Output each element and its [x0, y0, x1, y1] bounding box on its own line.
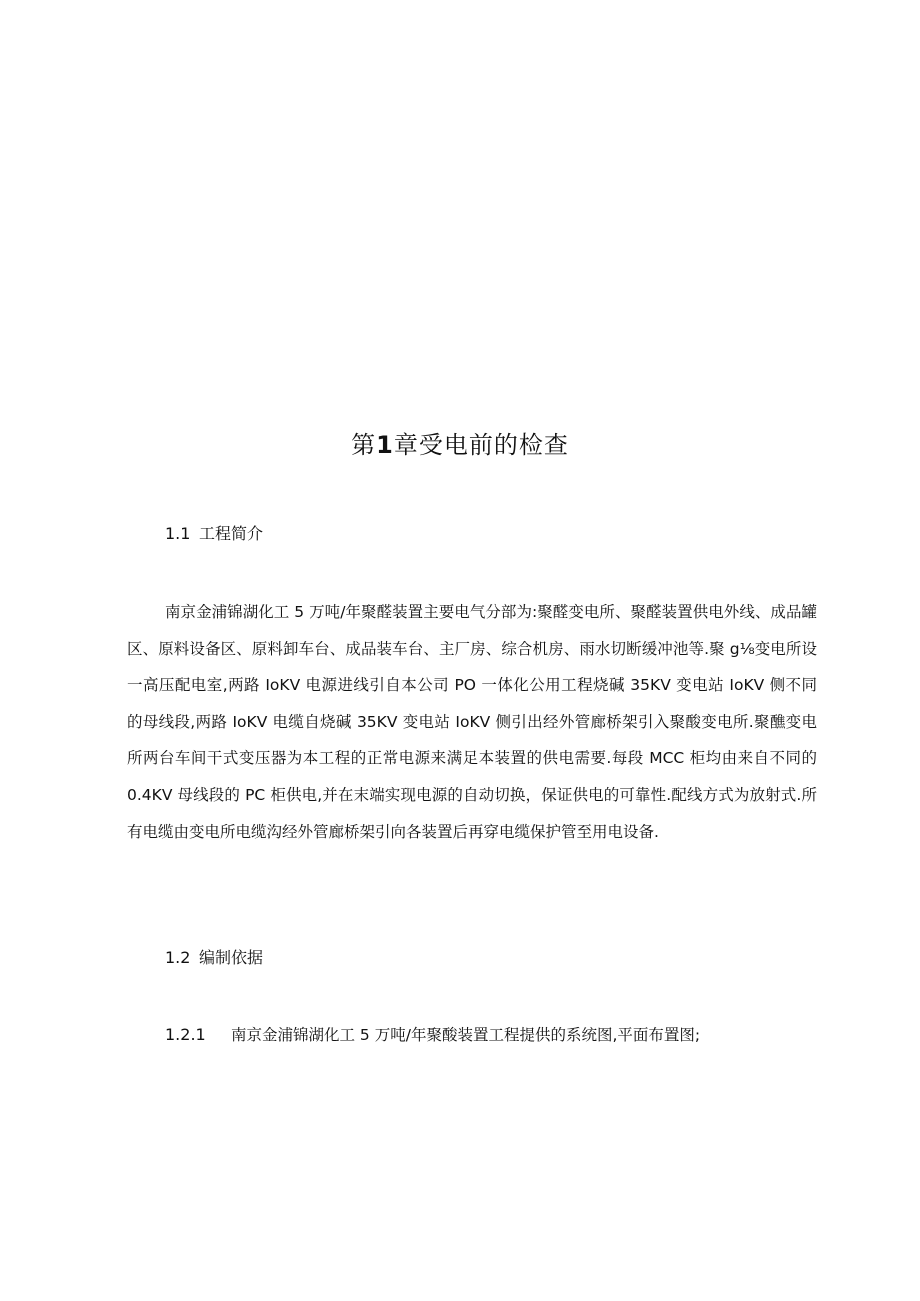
paragraph-line: 有电缆由变电所电缆沟经外管廊桥架引向各装置后再穿电缆保护管至用电设备.	[127, 822, 659, 841]
section-title: 工程简介	[199, 524, 264, 543]
paragraph-line: 所两台车间干式变压器为本工程的正常电源来满足本装置的供电需要.每段 MCC 柜均由来自不同的	[127, 749, 817, 768]
chapter-prefix: 第	[351, 431, 377, 459]
subsection-number: 1.2.1	[165, 1025, 206, 1044]
chapter-title-text: 章受电前的检查	[393, 431, 569, 459]
section-title: 编制依据	[199, 948, 264, 967]
project-overview-paragraph	[127, 594, 817, 850]
section-number: 1.1	[165, 524, 191, 543]
chapter-title	[0, 428, 920, 462]
chapter-number: 1	[376, 431, 394, 459]
paragraph-line: 的母线段,两路 IoKV 电缆自烧碱 35KV 变电站 IoKV 侧引出经外管廊桥架引入聚酸变电所.聚醮变电	[127, 712, 817, 731]
basis-item-text: 南京金浦锦湖化工 5 万吨/年聚酸装置工程提供的系统图,平面布置图;	[231, 1026, 701, 1044]
section-heading-1-1	[165, 523, 263, 545]
paragraph-line: 一高压配电室,两路 IoKV 电源进线引自本公司 PO 一体化公用工程烧碱 35KV 变电站 IoKV 侧不同	[127, 676, 817, 695]
paragraph-line: 0.4KV 母线段的 PC 柜供电,并在末端实现电源的自动切换，保证供电的可靠性.配线方式为放射式.所	[127, 785, 817, 804]
paragraph-line: 区、原料设备区、原料卸车台、成品装车台、主厂房、综合机房、雨水切断缓冲池等.聚 g⅛变电所设	[127, 639, 817, 658]
section-heading-1-2	[165, 947, 263, 969]
paragraph-line: 南京金浦锦湖化工 5 万吨/年聚醛装置主要电气分部为:聚醛变电所、聚醛装置供电外线、成品罐	[165, 603, 817, 621]
basis-item-1-2-1	[165, 1024, 700, 1046]
section-number: 1.2	[165, 948, 191, 967]
